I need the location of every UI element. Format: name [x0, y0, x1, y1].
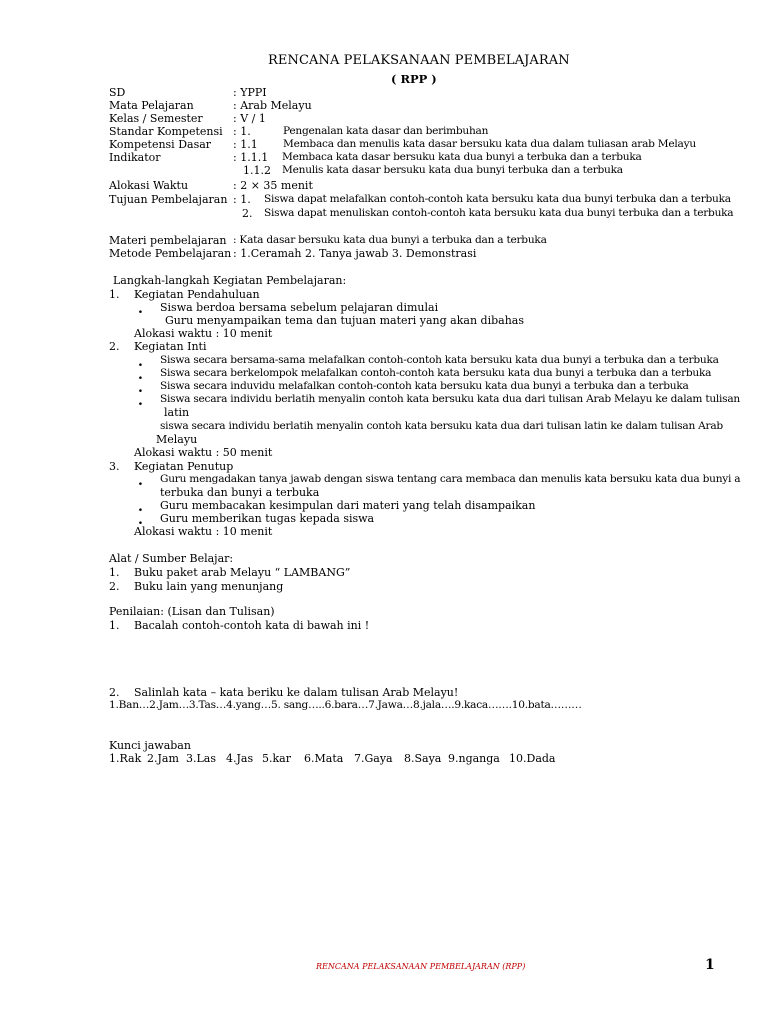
bullet-icon: .	[138, 367, 143, 383]
inti-item-1: Siswa secara bersama-sama melafalkan contoh-contoh kata bersuku kata dua bunyi a terbuka dan a terbuka	[160, 354, 719, 366]
inti-alokasi: Alokasi waktu : 50 menit	[134, 446, 273, 459]
identity-label-tujuan: Tujuan Pembelajaran	[109, 193, 228, 206]
kunci-answer-7: 7.Gaya	[354, 752, 393, 765]
penilaian-heading: Penilaian: (Lisan dan Tulisan)	[109, 605, 275, 618]
identity-value-kd: Membaca dan menulis kata dasar bersuku kata dua dalam tuliasan arab Melayu	[283, 138, 696, 150]
identity-label-mapel: Mata Pelajaran	[109, 99, 194, 112]
alat-heading: Alat / Sumber Belajar:	[109, 552, 234, 565]
identity-value-indikator-1: Membaca kata dasar bersuku kata dua bunyi a terbuka dan a terbuka	[282, 151, 642, 163]
inti-item-5: siswa secara individu berlatih menyalin contoh kata bersuku kata dua dari tulisan latin ke dalam tulisan Arab	[160, 420, 723, 432]
pendahuluan-item-1: Siswa berdoa bersama sebelum pelajaran dimulai	[160, 301, 439, 314]
kunci-answer-9: 9.nganga	[448, 752, 500, 765]
metode-value: : 1.Ceramah 2. Tanya jawab 3. Demonstrasi	[233, 247, 477, 260]
bullet-icon: .	[138, 354, 143, 370]
kunci-answer-8: 8.Saya	[404, 752, 442, 765]
identity-label-kelas: Kelas / Semester	[109, 112, 203, 125]
inti-item-4-cont: latin	[164, 406, 190, 419]
materi-value: : Kata dasar bersuku kata dua bunyi a terbuka dan a terbuka	[233, 234, 547, 246]
kunci-answer-2: 2.Jam	[147, 752, 179, 765]
identity-num-tujuan-1: : 1.	[233, 193, 251, 206]
identity-num-sk: : 1.	[233, 125, 251, 138]
inti-item-2: Siswa secara berkelompok melafalkan contoh-contoh kata bersuku kata dua bunyi a terbuka dan a terbuka	[160, 367, 712, 379]
bullet-icon: .	[138, 380, 143, 396]
materi-label: Materi pembelajaran	[109, 234, 227, 247]
identity-num-indikator-2: 1.1.2	[243, 164, 271, 177]
pendahuluan-alokasi: Alokasi waktu : 10 menit	[134, 327, 273, 340]
pendahuluan-item-2: Guru menyampaikan tema dan tujuan materi yang akan dibahas	[165, 314, 524, 327]
penutup-item-3: Guru memberikan tugas kepada siswa	[160, 512, 375, 525]
bullet-icon: .	[138, 512, 143, 528]
kunci-answer-6: 6.Mata	[304, 752, 344, 765]
inti-title: Kegiatan Inti	[134, 340, 207, 353]
identity-num-tujuan-2: 2.	[242, 207, 253, 220]
pendahuluan-num: 1.	[109, 288, 120, 301]
identity-value-sk: Pengenalan kata dasar dan berimbuhan	[283, 125, 489, 137]
identity-value-tujuan-1: Siswa dapat melafalkan contoh-contoh kata bersuku kata dua bunyi terbuka dan a terbuka	[264, 193, 731, 205]
identity-label-kd: Kompetensi Dasar	[109, 138, 212, 151]
bullet-icon: .	[138, 473, 143, 489]
kunci-answer-3: 3.Las	[186, 752, 217, 765]
penilaian-item-2: Salinlah kata – kata beriku ke dalam tulisan Arab Melayu!	[134, 686, 459, 699]
document-subtitle: ( RPP )	[391, 72, 437, 86]
kunci-answer-10: 10.Dada	[509, 752, 556, 765]
penutup-item-1-cont: terbuka dan bunyi a terbuka	[160, 486, 320, 499]
kunci-answer-1: 1.Rak	[109, 752, 142, 765]
penutup-alokasi: Alokasi waktu : 10 menit	[134, 525, 273, 538]
identity-label-sk: Standar Kompetensi	[109, 125, 223, 138]
bullet-icon: .	[138, 393, 143, 409]
identity-value-tujuan-2: Siswa dapat menuliskan contoh-contoh kata bersuku kata dua bunyi terbuka dan a terbuka	[264, 207, 734, 219]
penutup-num: 3.	[109, 460, 120, 473]
alat-item-2-num: 2.	[109, 580, 120, 593]
penilaian-item-1-num: 1.	[109, 619, 120, 632]
bullet-icon: .	[138, 301, 143, 317]
penutup-item-2: Guru membacakan kesimpulan dari materi yang telah disampaikan	[160, 499, 536, 512]
identity-num-indikator-1: : 1.1.1	[233, 151, 269, 164]
identity-label-sd: SD	[109, 86, 126, 99]
penilaian-word-list: 1.Ban…2.Jam…3.Tas…4.yang…5. sang…..6.bara…7.Jawa…8.jala….9.kaca…….10.bata………	[109, 699, 582, 711]
identity-num-kd: : 1.1	[233, 138, 258, 151]
metode-label: Metode Pembelajaran	[109, 247, 232, 260]
kunci-heading: Kunci jawaban	[109, 739, 191, 752]
bullet-icon: .	[138, 499, 143, 515]
identity-value-kelas: : V / 1	[233, 112, 266, 125]
kunci-answer-5: 5.kar	[262, 752, 291, 765]
kunci-answer-4: 4.Jas	[226, 752, 254, 765]
inti-item-4: Siswa secara individu berlatih menyalin contoh kata bersuku kata dua dari tulisan Arab Melayu ke dalam tulisan	[160, 393, 740, 405]
alat-item-1: Buku paket arab Melayu “ LAMBANG”	[134, 566, 351, 579]
penutup-item-1: Guru mengadakan tanya jawab dengan siswa tentang cara membaca dan menulis kata bersuku kata dua bunyi a	[160, 473, 741, 485]
identity-value-alokasi: : 2 × 35 menit	[233, 179, 313, 192]
page-footer: RENCANA PELAKSANAAN PEMBELAJARAN (RPP)	[316, 962, 526, 971]
identity-value-mapel: : Arab Melayu	[233, 99, 312, 112]
penilaian-item-2-num: 2.	[109, 686, 120, 699]
identity-value-indikator-2: Menulis kata dasar bersuku kata dua bunyi terbuka dan a terbuka	[282, 164, 623, 176]
langkah-heading: Langkah-langkah Kegiatan Pembelajaran:	[113, 274, 347, 287]
identity-label-alokasi: Alokasi Waktu	[109, 179, 189, 192]
document-title: RENCANA PELAKSANAAN PEMBELAJARAN	[268, 53, 570, 68]
inti-item-5-cont: Melayu	[156, 433, 198, 446]
penutup-title: Kegiatan Penutup	[134, 460, 234, 473]
inti-num: 2.	[109, 340, 120, 353]
alat-item-2: Buku lain yang menunjang	[134, 580, 284, 593]
identity-value-sd: : YPPI	[233, 86, 267, 99]
penilaian-item-1: Bacalah contoh-contoh kata di bawah ini !	[134, 619, 370, 632]
inti-item-3: Siswa secara induvidu melafalkan contoh-contoh kata bersuku kata dua bunyi a terbuka dan a terbuka	[160, 380, 689, 392]
alat-item-1-num: 1.	[109, 566, 120, 579]
pendahuluan-title: Kegiatan Pendahuluan	[134, 288, 260, 301]
identity-label-indikator: Indikator	[109, 151, 161, 164]
page-number: 1	[705, 957, 715, 973]
